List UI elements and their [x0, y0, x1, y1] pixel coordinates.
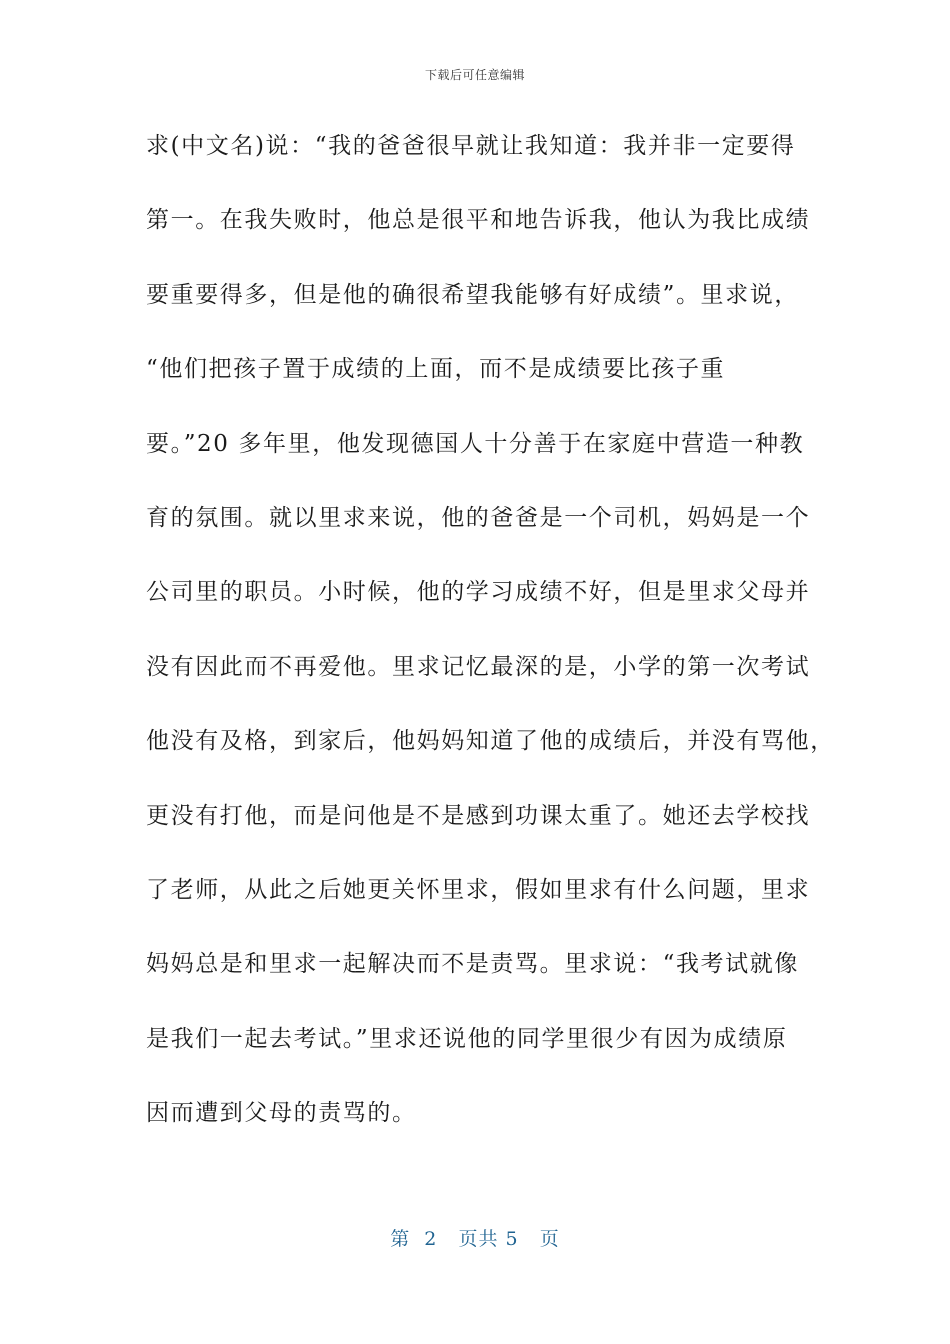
text-line: 妈妈总是和里求一起解决而不是责骂。里求说：“我考试就像	[146, 951, 799, 978]
text-line: 要。”20 多年里，他发现德国人十分善于在家庭中营造一种教	[146, 430, 805, 457]
text-line: “他们把孩子置于成绩的上面，而不是成绩要比孩子重	[146, 356, 726, 383]
text-line: 没有因此而不再爱他。里求记忆最深的是，小学的第一次考试	[146, 653, 811, 680]
text-line: 第一。在我失败时，他总是很平和地告诉我，他认为我比成绩	[146, 207, 811, 234]
text-line: 了老师，从此之后她更关怀里求，假如里求有什么问题，里求	[146, 876, 811, 903]
text-line: 求(中文名)说：“我的爸爸很早就让我知道：我并非一定要得	[146, 133, 796, 159]
text-line: 他没有及格，到家后，他妈妈知道了他的成绩后，并没有骂他，	[146, 728, 835, 755]
text-line: 因而遭到父母的责骂的。	[146, 1100, 417, 1127]
body-text	[146, 118, 835, 1159]
text-line: 育的氛围。就以里求来说，他的爸爸是一个司机，妈妈是一个	[146, 504, 811, 531]
text-line: 要重要得多，但是他的确很希望我能够有好成绩”。里求说，	[146, 281, 799, 308]
page-number-footer: 第 2 页共 5 页	[390, 1228, 560, 1250]
text-line: 更没有打他，而是问他是不是感到功课太重了。她还去学校找	[146, 802, 811, 829]
text-line: 公司里的职员。小时候，他的学习成绩不好，但是里求父母并	[146, 579, 811, 606]
page-header: 下载后可任意编辑	[424, 68, 525, 82]
text-line: 是我们一起去考试。”里求还说他的同学里很少有因为成绩原	[146, 1025, 788, 1052]
